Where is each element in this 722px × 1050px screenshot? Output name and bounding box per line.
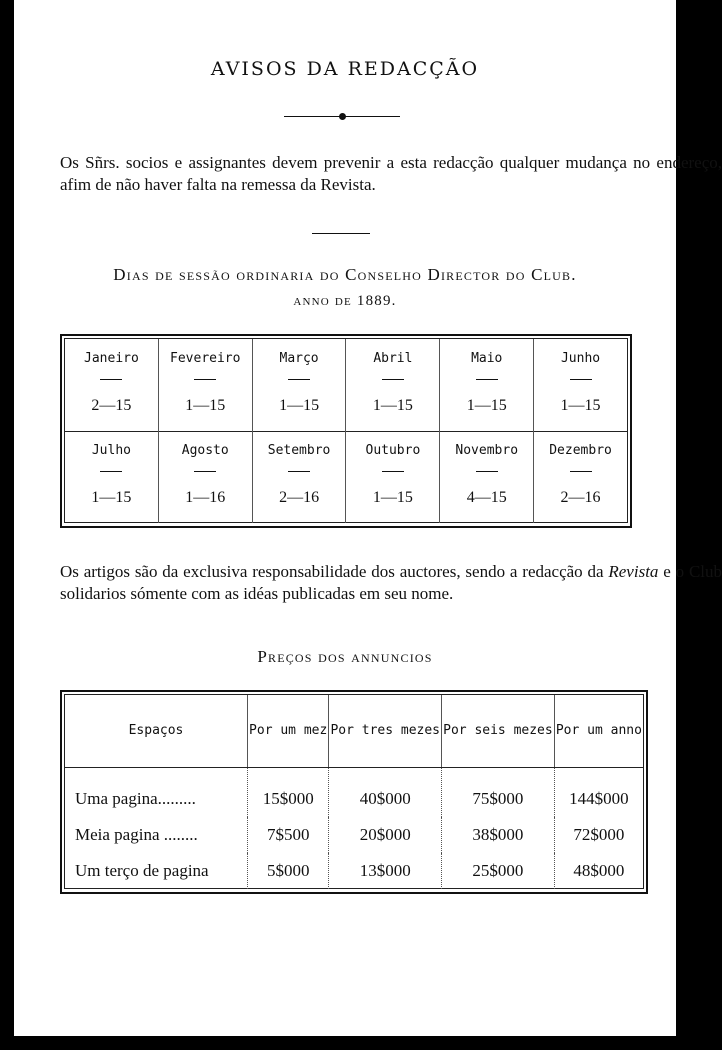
table-row — [65, 817, 643, 853]
month-cell — [158, 431, 252, 523]
responsibility-paragraph — [14, 561, 722, 605]
month-cell — [345, 431, 439, 523]
header-cell: Por um anno — [554, 695, 643, 768]
session-days: 2—16 — [560, 489, 601, 506]
month-cell — [439, 431, 533, 523]
month-cell — [158, 339, 252, 431]
price-cell: 5$000 — [248, 853, 329, 889]
price-cell: 38$000 — [442, 817, 555, 853]
space-label: Um terço de pagina — [75, 861, 209, 880]
month-dash — [194, 379, 216, 380]
price-cell: 48$000 — [554, 853, 643, 889]
month-dash — [288, 471, 310, 472]
month-dash — [100, 471, 122, 472]
price-cell: 144$000 — [554, 768, 643, 818]
month-dash — [476, 471, 498, 472]
month-cell — [65, 339, 158, 431]
session-days: 4—15 — [466, 489, 507, 506]
price-cell: 72$000 — [554, 817, 643, 853]
session-days: 1—15 — [91, 489, 132, 506]
month-name: Julho — [91, 443, 131, 458]
month-cell — [439, 339, 533, 431]
session-days: 1—15 — [372, 489, 413, 506]
month-dash — [194, 471, 216, 472]
header-cell: Por um mez — [248, 695, 329, 768]
month-cell — [252, 431, 346, 523]
month-dash — [288, 379, 310, 380]
month-cell — [533, 339, 627, 431]
responsibility-text-2: e o Club solidarios sómente com as idéas publicadas em seu nome. — [60, 562, 722, 603]
price-cell: 75$000 — [442, 768, 555, 818]
month-name: Outubro — [365, 443, 421, 458]
price-cell: 20$000 — [329, 817, 442, 853]
price-cell: 13$000 — [329, 853, 442, 889]
month-dash — [100, 379, 122, 380]
month-name: Junho — [560, 351, 601, 366]
section-divider — [312, 233, 370, 234]
month-name: Novembro — [455, 443, 519, 458]
month-cell — [252, 339, 346, 431]
prices-heading: Preços dos annuncios — [257, 647, 433, 666]
session-days: 1—16 — [185, 489, 226, 506]
month-name: Abril — [373, 351, 413, 366]
session-days: 1—15 — [372, 397, 413, 414]
price-cell: 15$000 — [248, 768, 329, 818]
month-dash — [476, 379, 498, 380]
month-name: Janeiro — [84, 351, 139, 366]
session-days: 2—15 — [91, 397, 132, 414]
month-name: Fevereiro — [170, 351, 241, 366]
calendar-row — [65, 431, 627, 523]
month-cell — [533, 431, 627, 523]
month-name: Dezembro — [549, 443, 612, 458]
table-row — [65, 853, 643, 889]
ornament-dot — [339, 113, 346, 120]
month-dash — [570, 379, 592, 380]
prices-grid — [65, 695, 643, 889]
space-label: Meia pagina ........ — [75, 825, 198, 844]
responsibility-text-1: Os artigos são da exclusiva responsabilidade dos auctores, sendo a redacção da — [60, 562, 609, 581]
session-heading: Dias de sessão ordinaria do Conselho Director do Club. — [113, 265, 577, 284]
prices-table — [60, 690, 648, 894]
month-name: Maio — [471, 351, 503, 366]
header-cell: Por seis mezes — [442, 695, 555, 768]
session-year: anno de 1889. — [293, 293, 397, 309]
header-cell: Por tres mezes — [329, 695, 442, 768]
session-days: 1—15 — [185, 397, 226, 414]
notice-paragraph: Os Sñrs. socios e assignantes devem prevenir a esta redacção qualquer mudança no endereço, afim de não haver falta na remessa da Revista. — [60, 153, 722, 194]
price-cell: 40$000 — [329, 768, 442, 818]
session-calendar-table — [60, 334, 632, 528]
month-cell — [345, 339, 439, 431]
price-cell: 7$500 — [248, 817, 329, 853]
prices-header-row — [65, 695, 643, 768]
table-row — [65, 768, 643, 818]
calendar-row — [65, 339, 627, 432]
month-name: Setembro — [267, 443, 331, 458]
revista-italic: Revista — [608, 562, 659, 581]
document-page — [14, 0, 722, 1036]
page-title: AVISOS DA REDACÇÃO — [210, 58, 480, 80]
header-cell: Espaços — [65, 695, 248, 768]
session-days: 1—15 — [279, 397, 320, 414]
month-cell — [65, 431, 158, 523]
month-dash — [382, 379, 404, 380]
month-name: Agosto — [181, 443, 229, 458]
session-days: 1—15 — [466, 397, 507, 414]
space-label: Uma pagina......... — [75, 789, 196, 808]
price-cell: 25$000 — [442, 853, 555, 889]
session-days: 1—15 — [560, 397, 601, 414]
month-dash — [570, 471, 592, 472]
month-dash — [382, 471, 404, 472]
month-name: Março — [279, 351, 319, 366]
session-days: 2—16 — [279, 489, 320, 506]
